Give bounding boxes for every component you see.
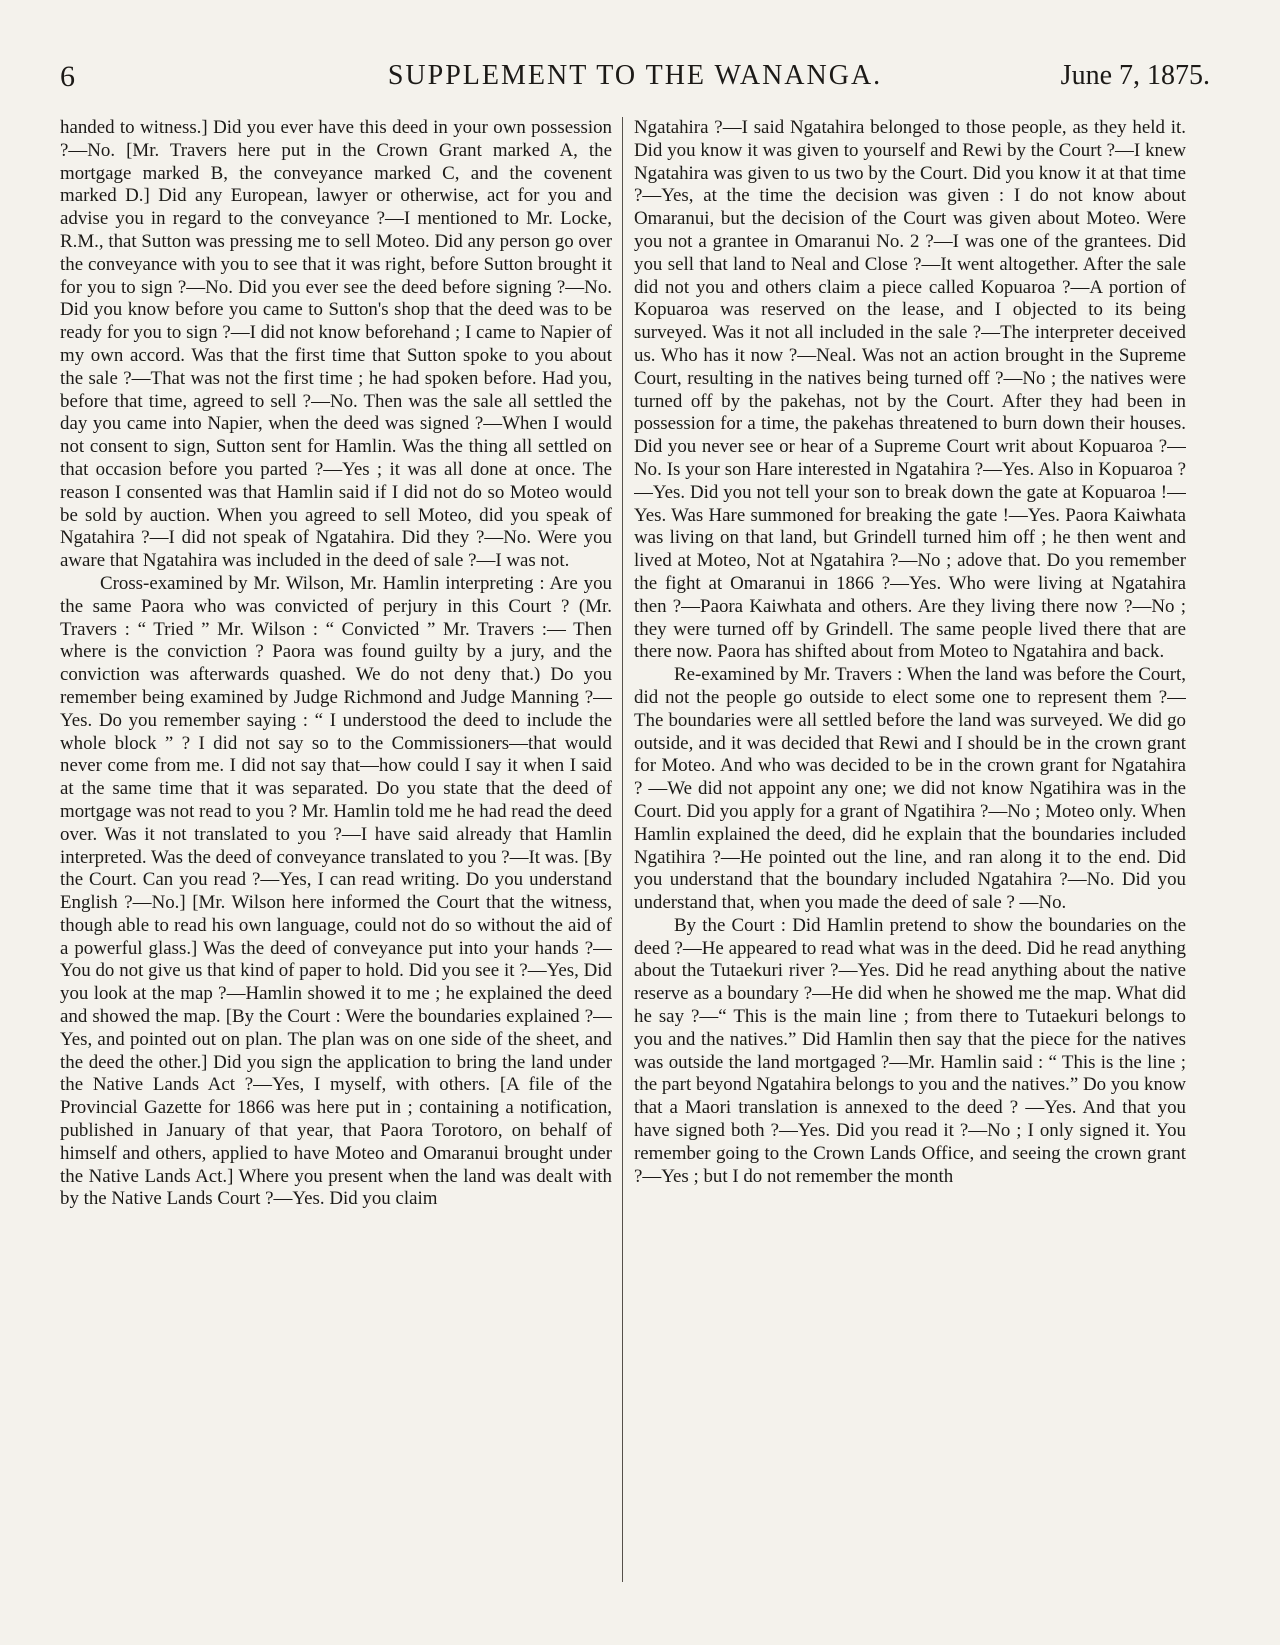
publication-title: SUPPLEMENT TO THE WANANGA. xyxy=(387,60,883,91)
paragraph: Re-examined by Mr. Travers : When the land was before the Court, did not the people go outside to elect some one to represent them ?—The boundaries were all settled before the land was surveyed. We did go outside, and it was decided that Rewi and I should be in the crown grant for Moteo. And who was decided to be in the crown grant for Ngatahira ? —We did not appoint any one; we did not know Ngatihira was in the Court. Did you apply for a grant of Ngatihira ?—No ; Moteo only. When Hamlin explained the deed, did he explain that the boundaries included Ngatihira ?—He pointed out the line, and ran along it to the end. Did you understand that the boundary included Ngatahira ?—No. Did you understand that, when you made the deed of sale ? —No. xyxy=(634,664,1186,914)
issue-date: June 7, 1875. xyxy=(1060,60,1210,91)
page-number: 6 xyxy=(60,60,75,93)
paragraph: handed to witness.] Did you ever have this deed in your own possession ?—No. [Mr. Travers here put in the Crown Grant marked A, the mortgage marked B, the conveyance marked C, and the covenent marked D.] Did any European, lawyer or otherwise, act for you and advise you in regard to the conveyance ?—I mentioned to Mr. Locke, R.M., that Sutton was pressing me to sell Moteo. Did any person go over the conveyance with you to see that it was right, before Sutton brought it for you to sign ?—No. Did you ever see the deed before signing ?—No. Did you know before you came to Sutton's shop that the deed was to be ready for you to sign ?—I did not know beforehand ; I came to Napier of my own accord. Was that the first time that Sutton spoke to you about the sale ?—That was not the first time ; he had spoken before. Had you, before that time, agreed to sell ?—No. Then was the sale all settled the day you came into Napier, when the deed was signed ?—When I would not consent to sign, Sutton sent for Hamlin. Was the thing all settled on that occasion before you parted ?—Yes ; it was all done at once. The reason I consented was that Hamlin said if I did not do so Moteo would be sold by auction. When you agreed to sell Moteo, did you speak of Ngatahira ?—I did not speak of Ngatahira. Did they ?—No. Were you aware that Ngatahira was included in the deed of sale ?—I was not. xyxy=(60,117,612,572)
right-column xyxy=(634,117,1186,1597)
paragraph: Ngatahira ?—I said Ngatahira belonged to those people, as they held it. Did you know it was given to yourself and Rewi by the Court ?—I knew Ngatahira was given to us two by the Court. Did you know it at that time ?—Yes, at the time the decision was given : I do not know about Omaranui, but the decision of the Court was given about Moteo. Were you not a grantee in Omaranui No. 2 ?—I was one of the grantees. Did you sell that land to Neal and Close ?—It went altogether. After the sale did not you and others claim a piece called Kopuaroa ?—A portion of Kopuaroa was reserved on the lease, and I objected to its being surveyed. Was it not all included in the sale ?—The interpreter deceived us. Who has it now ?—Neal. Was not an action brought in the Supreme Court, resulting in the natives being turned off ?—No ; the natives were turned off by the pakehas, not by the Court. After they had been in possession for a time, the pakehas threatened to burn down their houses. Did you never see or hear of a Supreme Court writ about Kopuaroa ?—No. Is your son Hare interested in Ngatahira ?—Yes. Also in Kopuaroa ?—Yes. Did you not tell your son to break down the gate at Kopuaroa !—Yes. Was Hare summoned for breaking the gate !—Yes. Paora Kaiwhata was living on that land, but Grindell turned him off ; he then went and lived at Moteo, Not at Ngatahira ?—No ; adove that. Do you remember the fight at Omaranui in 1866 ?—Yes. Who were living at Ngatahira then ?—Paora Kaiwhata and others. Are they living there now ?—No ; they were turned off by Grindell. The same people lived there that are there now. Paora has shifted about from Moteo to Ngatahira and back. xyxy=(634,117,1186,663)
paragraph: Cross-examined by Mr. Wilson, Mr. Hamlin interpreting : Are you the same Paora who was convicted of perjury in this Court ? (Mr. Travers : “ Tried ” Mr. Wilson : “ Convicted ” Mr. Travers :— Then where is the conviction ? Paora was found guilty by a jury, and the conviction was afterwards quashed. We do not deny that.) Do you remember being examined by Judge Richmond and Judge Manning ?—Yes. Do you remember saying : “ I understood the deed to include the whole block ” ? I did not say so to the Commissioners—that would never come from me. I did not say that—how could I say it when I said at the same time that it was separated. Do you state that the deed of mortgage was not read to you ? Mr. Hamlin told me he had read the deed over. Was it not translated to you ?—I have said already that Hamlin interpreted. Was the deed of conveyance translated to you ?—It was. [By the Court. Can you read ?—Yes, I can read writing. Do you understand English ?—No.] [Mr. Wilson here informed the Court that the witness, though able to read his own language, could not do so without the aid of a powerful glass.] Was the deed of conveyance put into your hands ?—You do not give us that kind of paper to hold. Did you see it ?—Yes, Did you look at the map ?—Hamlin showed it to me ; he explained the deed and showed the map. [By the Court : Were the boundaries explained ?—Yes, and pointed out on plan. The plan was on one side of the sheet, and the deed the other.] Did you sign the application to bring the land under the Native Lands Act ?—Yes, I myself, with others. [A file of the Provincial Gazette for 1866 was here put in ; containing a notification, published in January of that year, that Paora Torotoro, on behalf of himself and others, applied to have Moteo and Omaranui brought under the Native Lands Act.] Where you present when the land was dealt with by the Native Lands Court ?—Yes. Did you claim xyxy=(60,572,612,1210)
column-divider xyxy=(622,117,623,1582)
masthead xyxy=(60,60,1210,100)
paragraph: By the Court : Did Hamlin pretend to show the boundaries on the deed ?—He appeared to read what was in the deed. Did he read anything about the Tutaekuri river ?—Yes. Did he read anything about the native reserve as a boundary ?—He did when he showed me the map. What did he say ?—“ This is the main line ; from there to Tutaekuri belongs to you and the natives.” Did Hamlin then say that the piece for the natives was outside the land mortgaged ?—Mr. Hamlin said : “ This is the line ; the part beyond Ngatahira belongs to you and the natives.” Do you know that a Maori translation is annexed to the deed ? —Yes. And that you have signed both ?—Yes. Did you read it ?—No ; I only signed it. You remember going to the Crown Lands Office, and seeing the crown grant ?—Yes ; but I do not remember the month xyxy=(634,914,1186,1187)
left-column xyxy=(60,117,612,1597)
